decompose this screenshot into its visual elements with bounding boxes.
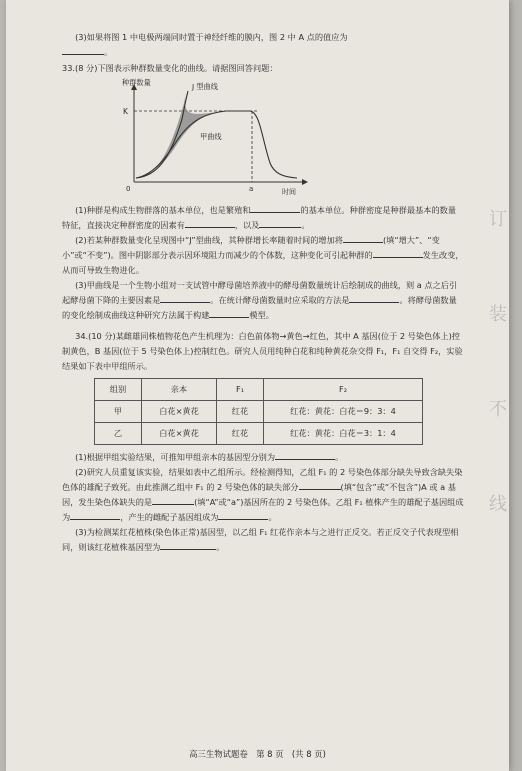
- q33-p1c: ，以及: [234, 220, 260, 230]
- binding-mark: 装: [489, 304, 507, 325]
- results-table: [94, 378, 423, 445]
- table-cell: 红花: [217, 401, 264, 423]
- q33-p2c: 发生改变，从而可导致生物进化。: [62, 250, 464, 275]
- q32-text: (3)如果将图 1 中电极两端同时置于神经纤维的膜内，图 2 中 A 点的值应为: [75, 32, 348, 42]
- q34-p3a: (3)为检测某红花植株(染色体正常)基因型，以乙组 F₁ 红花作亲本与之进行正反交。若正反交子代表现型相同，则该红花植株基因型为: [62, 527, 459, 552]
- table-header-row: [95, 379, 423, 401]
- q33-part2: [62, 233, 464, 278]
- binding-mark: 订: [489, 209, 507, 230]
- answer-blank[interactable]: [299, 480, 341, 490]
- x-axis-label: 时间: [282, 188, 296, 196]
- table-cell: 甲: [95, 401, 142, 423]
- q33-header: 33.(8 分)下图表示种群数量变化的曲线。请据图回答问题：: [62, 63, 278, 73]
- q33-p3a: (3)甲曲线是一个生物小组对一支试管中酵母菌培养液中的酵母菌数量统计后绘制成的曲线，则 a 点之后引起酵母菌下降的主要因素是: [62, 280, 458, 305]
- answer-blank[interactable]: [70, 510, 120, 520]
- q33-p3b: 。在统计酵母菌数量时应采取的方法是: [210, 295, 350, 305]
- answer-blank[interactable]: [185, 218, 235, 228]
- q34-p1a: (1)根据甲组实验结果，可推知甲组亲本的基因型分别为: [75, 452, 276, 462]
- q34-p2a: (2)研究人员重复该实验，结果如表中乙组所示。经检测得知，乙组 F₁ 的 2 号染色体部分缺失导致含缺失染色体的雄配子致死。由此推测乙组中 F₁ 的 2 号染色体的缺失部分: [62, 467, 463, 492]
- q33-p3c: 。将酵母菌数量的变化绘制成曲线这种研究方法属于构建: [62, 295, 457, 320]
- answer-blank[interactable]: [259, 218, 301, 228]
- q33-part1: [62, 203, 464, 233]
- table-cell: 白花×黄花: [142, 401, 217, 423]
- q34-p2b: (填“包含”或“不包含”)A 或 a 基因，发生染色体缺失的是: [62, 482, 456, 507]
- q34-p2c: (填“A”或“a”)基因所在的 2 号染色体。乙组 F₁ 植株产生的雄配子基因组成为: [62, 497, 464, 522]
- table-cell: 红花：黄花：白花＝9：3：4: [264, 401, 423, 423]
- table-header: F₁: [217, 379, 264, 401]
- table-row: [95, 401, 423, 423]
- origin-label: 0: [126, 185, 131, 193]
- answer-blank[interactable]: [250, 203, 300, 213]
- table-row: [95, 423, 423, 445]
- table-header: 组别: [95, 379, 142, 401]
- table-header: F₂: [264, 379, 423, 401]
- jia-curve-label: 甲曲线: [200, 132, 222, 141]
- page-content: [62, 30, 464, 555]
- answer-blank[interactable]: [62, 45, 104, 55]
- table-cell: 白花×黄花: [142, 423, 217, 445]
- answer-blank[interactable]: [343, 233, 383, 243]
- exam-page: [6, 0, 509, 771]
- answer-blank[interactable]: [209, 308, 249, 318]
- population-graph: [122, 79, 312, 199]
- q34-p2e: 。: [268, 512, 277, 522]
- q33-p3d: 模型。: [249, 310, 274, 320]
- answer-blank[interactable]: [275, 450, 335, 460]
- answer-blank[interactable]: [152, 495, 194, 505]
- q34-part3: [62, 525, 464, 555]
- q34-intro: 34.(10 分)某雌雄同株植物花色产生机理为：白色前体物→黄色→红色，其中 A 基因(位于 2 号染色体上)控制黄色，B 基因(位于 5 号染色体上)控制红色。研究人员用纯种白花和纯种黄花杂交得 F₁，F₁ 自交得 F₂，实验结果如下表中甲组所示。: [62, 331, 463, 371]
- j-curve-label: J 型曲线: [192, 82, 218, 91]
- table-header: 亲本: [142, 379, 217, 401]
- q33-p1b: 的基本单位。种群密度是种群最基本的数量特征，直接决定种群密度的因素有: [62, 205, 457, 230]
- page-footer: 高三生物试题卷 第 8 页 (共 8 页): [189, 749, 326, 759]
- answer-blank[interactable]: [160, 540, 216, 550]
- k-label: K: [123, 107, 128, 116]
- jia-curve: [136, 111, 297, 178]
- answer-blank[interactable]: [160, 293, 210, 303]
- q33-p2b: (填“增大”、“变小”或“不变”)。图中阴影部分表示因环境阻力而减少的个体数，这种变化可引起种群的: [62, 235, 440, 260]
- q32-end: 。: [104, 47, 113, 57]
- q33-p1a: (1)种群是构成生物群落的基本单位，也是繁殖和: [75, 205, 251, 215]
- table-cell: 乙: [95, 423, 142, 445]
- q34-p2d: ，产生的雌配子基因组成为: [120, 512, 219, 522]
- q34-p1b: 。: [335, 452, 344, 462]
- q33-part3: [62, 278, 464, 323]
- table-cell: 红花：黄花：白花＝3：1：4: [264, 423, 423, 445]
- answer-blank[interactable]: [218, 510, 268, 520]
- q32-part3: [62, 30, 464, 60]
- q33-p1d: 。: [301, 220, 310, 230]
- q34-p3b: 。: [216, 542, 225, 552]
- answer-blank[interactable]: [373, 248, 423, 258]
- y-axis-label: 种群数量: [122, 78, 151, 87]
- a-label: a: [249, 185, 254, 193]
- table-cell: 红花: [217, 423, 264, 445]
- q33-p2a: (2)若某种群数量变化呈现图中“J”型曲线，其种群增长率随着时间的增加将: [75, 235, 343, 245]
- answer-blank[interactable]: [349, 293, 399, 303]
- binding-mark: 线: [489, 494, 507, 515]
- binding-mark: 不: [489, 399, 507, 420]
- q34-part1: [62, 450, 464, 465]
- q34-part2: [62, 465, 464, 525]
